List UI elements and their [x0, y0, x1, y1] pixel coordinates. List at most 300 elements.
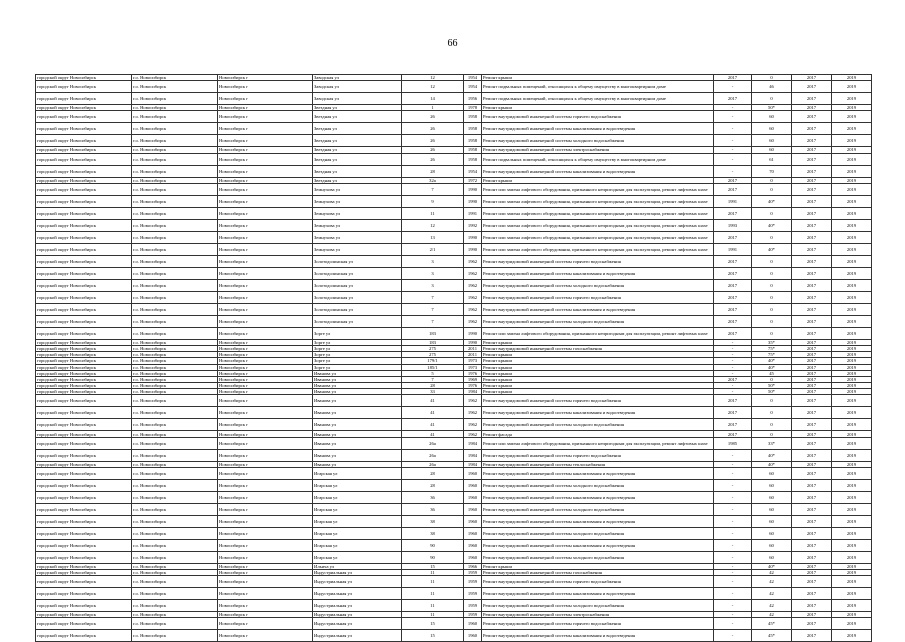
- street-cell: Зорге ул: [313, 339, 402, 345]
- plan-start-cell: 2017: [792, 279, 832, 291]
- last-repair-year-cell: -: [714, 479, 752, 491]
- municipality-cell: городской округ Новосибирск: [36, 111, 132, 123]
- district-cell: г.о. Новосибирск: [132, 105, 218, 111]
- work-type-cell: Ремонт внутридомовой инженерной системы холодного водоснабжения: [482, 527, 714, 539]
- street-cell: Заводская ул: [313, 75, 402, 81]
- district-cell: г.о. Новосибирск: [132, 389, 218, 395]
- plan-start-cell: 2017: [792, 630, 832, 642]
- wear-percent-cell: 60: [752, 515, 792, 527]
- district-cell: г.о. Новосибирск: [132, 147, 218, 153]
- house-number-cell: 9: [402, 195, 464, 207]
- last-repair-year-cell: 1991: [714, 195, 752, 207]
- work-type-cell: Ремонт внутридомовой инженерной системы канализования и водоотведения: [482, 515, 714, 527]
- municipality-cell: городской округ Новосибирск: [36, 147, 132, 153]
- plan-end-cell: 2019: [832, 75, 872, 81]
- city-cell: Новосибирск г: [218, 255, 313, 267]
- house-number-cell: 12: [402, 219, 464, 231]
- street-cell: Индустриальная ул: [313, 618, 402, 630]
- city-cell: Новосибирск г: [218, 600, 313, 612]
- wear-percent-cell: 40*: [752, 195, 792, 207]
- municipality-cell: городской округ Новосибирск: [36, 515, 132, 527]
- last-repair-year-cell: -: [714, 563, 752, 569]
- plan-start-cell: 2017: [792, 339, 832, 345]
- wear-percent-cell: 42: [752, 588, 792, 600]
- last-repair-year-cell: 2017: [714, 231, 752, 243]
- street-cell: Игарская ул: [313, 467, 402, 479]
- street-cell: Земнухова ул: [313, 231, 402, 243]
- table-row: [36, 267, 872, 279]
- last-repair-year-cell: -: [714, 123, 752, 135]
- house-number-cell: 90: [402, 551, 464, 563]
- house-number-cell: 26: [402, 147, 464, 153]
- municipality-cell: городской округ Новосибирск: [36, 503, 132, 515]
- table-row: [36, 81, 872, 93]
- city-cell: Новосибирск г: [218, 389, 313, 395]
- table-row: [36, 123, 872, 135]
- street-cell: Земнухова ул: [313, 183, 402, 195]
- district-cell: г.о. Новосибирск: [132, 588, 218, 600]
- house-number-cell: 26: [402, 153, 464, 165]
- wear-percent-cell: 0: [752, 303, 792, 315]
- year-built-cell: 1958: [464, 111, 482, 123]
- plan-end-cell: 2019: [832, 345, 872, 351]
- district-cell: г.о. Новосибирск: [132, 93, 218, 105]
- district-cell: г.о. Новосибирск: [132, 339, 218, 345]
- street-cell: Звездная ул: [313, 153, 402, 165]
- wear-percent-cell: 0: [752, 407, 792, 419]
- plan-start-cell: 2017: [792, 479, 832, 491]
- year-built-cell: 1962: [464, 407, 482, 419]
- municipality-cell: городской округ Новосибирск: [36, 527, 132, 539]
- wear-percent-cell: 60: [752, 111, 792, 123]
- plan-end-cell: 2019: [832, 612, 872, 618]
- table-row: [36, 618, 872, 630]
- last-repair-year-cell: 2017: [714, 183, 752, 195]
- last-repair-year-cell: -: [714, 539, 752, 551]
- plan-start-cell: 2017: [792, 135, 832, 147]
- street-cell: Зорге ул: [313, 352, 402, 358]
- year-built-cell: 1959: [464, 570, 482, 576]
- street-cell: Звездная ул: [313, 111, 402, 123]
- work-type-cell: Ремонт внутридомовой инженерной системы канализования и водоотведения: [482, 303, 714, 315]
- table-row: [36, 588, 872, 600]
- table-row: [36, 503, 872, 515]
- city-cell: Новосибирск г: [218, 437, 313, 449]
- plan-start-cell: 2017: [792, 352, 832, 358]
- house-number-cell: 36: [402, 503, 464, 515]
- year-built-cell: 1962: [464, 279, 482, 291]
- work-type-cell: Ремонт подвальных помещений, относящихся к общему имуществу в многоквартирном доме: [482, 93, 714, 105]
- plan-start-cell: 2017: [792, 111, 832, 123]
- district-cell: г.о. Новосибирск: [132, 570, 218, 576]
- wear-percent-cell: 60: [752, 135, 792, 147]
- city-cell: Новосибирск г: [218, 539, 313, 551]
- last-repair-year-cell: -: [714, 503, 752, 515]
- last-repair-year-cell: 2017: [714, 177, 752, 183]
- wear-percent-cell: 0: [752, 327, 792, 339]
- plan-end-cell: 2019: [832, 207, 872, 219]
- year-built-cell: 1962: [464, 315, 482, 327]
- street-cell: Индустриальная ул: [313, 630, 402, 642]
- plan-start-cell: 2017: [792, 551, 832, 563]
- wear-percent-cell: 75*: [752, 345, 792, 351]
- street-cell: Игарская ул: [313, 479, 402, 491]
- work-type-cell: Ремонт внутридомовой инженерной системы горячего водоснабжения: [482, 291, 714, 303]
- last-repair-year-cell: -: [714, 576, 752, 588]
- house-number-cell: 12: [402, 75, 464, 81]
- work-type-cell: Ремонт крыши: [482, 177, 714, 183]
- city-cell: Новосибирск г: [218, 570, 313, 576]
- last-repair-year-cell: -: [714, 600, 752, 612]
- wear-percent-cell: 75*: [752, 352, 792, 358]
- district-cell: г.о. Новосибирск: [132, 600, 218, 612]
- table-row: [36, 576, 872, 588]
- plan-start-cell: 2017: [792, 147, 832, 153]
- district-cell: г.о. Новосибирск: [132, 503, 218, 515]
- house-number-cell: 3: [402, 267, 464, 279]
- district-cell: г.о. Новосибирск: [132, 618, 218, 630]
- plan-end-cell: 2019: [832, 183, 872, 195]
- district-cell: г.о. Новосибирск: [132, 243, 218, 255]
- plan-start-cell: 2017: [792, 345, 832, 351]
- table-row: [36, 207, 872, 219]
- municipality-cell: городской округ Новосибирск: [36, 123, 132, 135]
- table-row: [36, 279, 872, 291]
- house-number-cell: 38: [402, 515, 464, 527]
- house-number-cell: 36: [402, 491, 464, 503]
- plan-end-cell: 2019: [832, 327, 872, 339]
- last-repair-year-cell: -: [714, 491, 752, 503]
- street-cell: Индустриальная ул: [313, 570, 402, 576]
- house-number-cell: 28: [402, 479, 464, 491]
- city-cell: Новосибирск г: [218, 135, 313, 147]
- street-cell: Заводская ул: [313, 93, 402, 105]
- municipality-cell: городской округ Новосибирск: [36, 177, 132, 183]
- work-type-cell: Ремонт внутридомовой инженерной системы газоснабжения: [482, 570, 714, 576]
- wear-percent-cell: 40*: [752, 563, 792, 569]
- year-built-cell: 1978: [464, 105, 482, 111]
- house-number-cell: 7: [402, 376, 464, 382]
- district-cell: г.о. Новосибирск: [132, 383, 218, 389]
- last-repair-year-cell: -: [714, 527, 752, 539]
- plan-end-cell: 2019: [832, 419, 872, 431]
- work-type-cell: Ремонт внутридомовой инженерной системы горячего водоснабжения: [482, 449, 714, 461]
- district-cell: г.о. Новосибирск: [132, 255, 218, 267]
- plan-start-cell: 2017: [792, 407, 832, 419]
- wear-percent-cell: 40*: [752, 461, 792, 467]
- district-cell: г.о. Новосибирск: [132, 419, 218, 431]
- street-cell: Золотодолинская ул: [313, 267, 402, 279]
- street-cell: Игарская ул: [313, 539, 402, 551]
- plan-end-cell: 2019: [832, 177, 872, 183]
- street-cell: Иванова ул: [313, 431, 402, 437]
- house-number-cell: 26а: [402, 437, 464, 449]
- year-built-cell: 1984: [464, 389, 482, 395]
- plan-start-cell: 2017: [792, 527, 832, 539]
- house-number-cell: 7: [402, 291, 464, 303]
- work-type-cell: Ремонт внутридомовой инженерной системы горячего водоснабжения: [482, 618, 714, 630]
- municipality-cell: городской округ Новосибирск: [36, 479, 132, 491]
- district-cell: г.о. Новосибирск: [132, 165, 218, 177]
- street-cell: Золотодолинская ул: [313, 315, 402, 327]
- municipality-cell: городской округ Новосибирск: [36, 279, 132, 291]
- work-type-cell: Ремонт крыши: [482, 364, 714, 370]
- year-built-cell: 1973: [464, 358, 482, 364]
- wear-percent-cell: 40*: [752, 358, 792, 364]
- last-repair-year-cell: 2017: [714, 315, 752, 327]
- work-type-cell: Ремонт внутридомовой инженерной системы газоснабжения: [482, 345, 714, 351]
- plan-start-cell: 2017: [792, 75, 832, 81]
- plan-start-cell: 2017: [792, 389, 832, 395]
- house-number-cell: 7: [402, 315, 464, 327]
- municipality-cell: городской округ Новосибирск: [36, 345, 132, 351]
- house-number-cell: 3: [402, 255, 464, 267]
- last-repair-year-cell: -: [714, 352, 752, 358]
- city-cell: Новосибирск г: [218, 407, 313, 419]
- city-cell: Новосибирск г: [218, 352, 313, 358]
- municipality-cell: городской округ Новосибирск: [36, 93, 132, 105]
- work-type-cell: Ремонт крыши: [482, 383, 714, 389]
- district-cell: г.о. Новосибирск: [132, 358, 218, 364]
- street-cell: Земнухова ул: [313, 243, 402, 255]
- city-cell: Новосибирск г: [218, 327, 313, 339]
- year-built-cell: 1958: [464, 135, 482, 147]
- plan-end-cell: 2019: [832, 618, 872, 630]
- city-cell: Новосибирск г: [218, 93, 313, 105]
- year-built-cell: 1962: [464, 419, 482, 431]
- table-row: [36, 135, 872, 147]
- plan-start-cell: 2017: [792, 358, 832, 364]
- street-cell: Звездная ул: [313, 165, 402, 177]
- district-cell: г.о. Новосибирск: [132, 279, 218, 291]
- wear-percent-cell: 60: [752, 479, 792, 491]
- municipality-cell: городской округ Новосибирск: [36, 327, 132, 339]
- last-repair-year-cell: 2017: [714, 267, 752, 279]
- wear-percent-cell: 0: [752, 255, 792, 267]
- house-number-cell: 41: [402, 395, 464, 407]
- wear-percent-cell: 0: [752, 207, 792, 219]
- street-cell: Звездная ул: [313, 135, 402, 147]
- wear-percent-cell: 0: [752, 177, 792, 183]
- last-repair-year-cell: 1985: [714, 437, 752, 449]
- plan-end-cell: 2019: [832, 81, 872, 93]
- municipality-cell: городской округ Новосибирск: [36, 370, 132, 376]
- district-cell: г.о. Новосибирск: [132, 219, 218, 231]
- city-cell: Новосибирск г: [218, 231, 313, 243]
- year-built-cell: 1960: [464, 527, 482, 539]
- district-cell: г.о. Новосибирск: [132, 461, 218, 467]
- plan-end-cell: 2019: [832, 515, 872, 527]
- plan-end-cell: 2019: [832, 147, 872, 153]
- plan-end-cell: 2019: [832, 437, 872, 449]
- year-built-cell: 1976: [464, 383, 482, 389]
- year-built-cell: 1954: [464, 81, 482, 93]
- city-cell: Новосибирск г: [218, 588, 313, 600]
- municipality-cell: городской округ Новосибирск: [36, 449, 132, 461]
- plan-end-cell: 2019: [832, 491, 872, 503]
- municipality-cell: городской округ Новосибирск: [36, 491, 132, 503]
- house-number-cell: 12: [402, 81, 464, 93]
- year-built-cell: 1954: [464, 165, 482, 177]
- work-type-cell: Ремонт крыши: [482, 105, 714, 111]
- year-built-cell: 1990: [464, 339, 482, 345]
- house-number-cell: 28: [402, 467, 464, 479]
- street-cell: Индустриальная ул: [313, 612, 402, 618]
- year-built-cell: 2011: [464, 352, 482, 358]
- city-cell: Новосибирск г: [218, 243, 313, 255]
- wear-percent-cell: 0: [752, 431, 792, 437]
- year-built-cell: 1984: [464, 449, 482, 461]
- table-row: [36, 111, 872, 123]
- district-cell: г.о. Новосибирск: [132, 303, 218, 315]
- district-cell: г.о. Новосибирск: [132, 177, 218, 183]
- last-repair-year-cell: -: [714, 461, 752, 467]
- year-built-cell: 1990: [464, 231, 482, 243]
- street-cell: Иванова ул: [313, 389, 402, 395]
- street-cell: Звездная ул: [313, 147, 402, 153]
- city-cell: Новосибирск г: [218, 431, 313, 437]
- work-type-cell: Ремонт крыши: [482, 563, 714, 569]
- municipality-cell: городской округ Новосибирск: [36, 75, 132, 81]
- table-row: [36, 491, 872, 503]
- district-cell: г.о. Новосибирск: [132, 437, 218, 449]
- plan-end-cell: 2019: [832, 358, 872, 364]
- street-cell: Индустриальная ул: [313, 576, 402, 588]
- last-repair-year-cell: 2017: [714, 431, 752, 437]
- wear-percent-cell: 60: [752, 527, 792, 539]
- street-cell: Игарская ул: [313, 515, 402, 527]
- plan-end-cell: 2019: [832, 431, 872, 437]
- district-cell: г.о. Новосибирск: [132, 75, 218, 81]
- house-number-cell: 15: [402, 618, 464, 630]
- city-cell: Новосибирск г: [218, 461, 313, 467]
- year-built-cell: 1960: [464, 618, 482, 630]
- last-repair-year-cell: -: [714, 570, 752, 576]
- wear-percent-cell: 45*: [752, 618, 792, 630]
- municipality-cell: городской округ Новосибирск: [36, 219, 132, 231]
- wear-percent-cell: 45*: [752, 630, 792, 642]
- year-built-cell: 1962: [464, 431, 482, 437]
- plan-end-cell: 2019: [832, 315, 872, 327]
- wear-percent-cell: 33*: [752, 437, 792, 449]
- work-type-cell: Ремонт или замена лифтового оборудования, признанного непригодным для эксплуатации, ремонт лифтовых шахт: [482, 195, 714, 207]
- municipality-cell: городской округ Новосибирск: [36, 243, 132, 255]
- plan-end-cell: 2019: [832, 291, 872, 303]
- municipality-cell: городской округ Новосибирск: [36, 630, 132, 642]
- plan-start-cell: 2017: [792, 105, 832, 111]
- district-cell: г.о. Новосибирск: [132, 539, 218, 551]
- district-cell: г.о. Новосибирск: [132, 376, 218, 382]
- work-type-cell: Ремонт внутридомовой инженерной системы канализования и водоотведения: [482, 630, 714, 642]
- house-number-cell: 11: [402, 570, 464, 576]
- house-number-cell: 41: [402, 407, 464, 419]
- plan-start-cell: 2017: [792, 618, 832, 630]
- last-repair-year-cell: 2017: [714, 303, 752, 315]
- plan-end-cell: 2019: [832, 231, 872, 243]
- plan-start-cell: 2017: [792, 539, 832, 551]
- last-repair-year-cell: 1991: [714, 243, 752, 255]
- plan-end-cell: 2019: [832, 352, 872, 358]
- district-cell: г.о. Новосибирск: [132, 515, 218, 527]
- work-type-cell: Ремонт внутридомовой инженерной системы теплоснабжения: [482, 461, 714, 467]
- plan-end-cell: 2019: [832, 105, 872, 111]
- wear-percent-cell: 61: [752, 153, 792, 165]
- year-built-cell: 1973: [464, 364, 482, 370]
- work-type-cell: Ремонт внутридомовой инженерной системы горячего водоснабжения: [482, 576, 714, 588]
- table-row: [36, 479, 872, 491]
- work-type-cell: Ремонт или замена лифтового оборудования, признанного непригодным для эксплуатации, ремонт лифтовых шахт: [482, 243, 714, 255]
- plan-end-cell: 2019: [832, 93, 872, 105]
- municipality-cell: городской округ Новосибирск: [36, 195, 132, 207]
- city-cell: Новосибирск г: [218, 515, 313, 527]
- municipality-cell: городской округ Новосибирск: [36, 135, 132, 147]
- wear-percent-cell: 40*: [752, 449, 792, 461]
- district-cell: г.о. Новосибирск: [132, 123, 218, 135]
- plan-end-cell: 2019: [832, 467, 872, 479]
- year-built-cell: 1962: [464, 255, 482, 267]
- year-built-cell: 1962: [464, 303, 482, 315]
- year-built-cell: 1976: [464, 370, 482, 376]
- table-row: [36, 395, 872, 407]
- house-number-cell: 275: [402, 345, 464, 351]
- plan-start-cell: 2017: [792, 419, 832, 431]
- house-number-cell: 11: [402, 600, 464, 612]
- house-number-cell: 183: [402, 339, 464, 345]
- last-repair-year-cell: -: [714, 389, 752, 395]
- wear-percent-cell: 0: [752, 75, 792, 81]
- last-repair-year-cell: 1993: [714, 219, 752, 231]
- street-cell: Иванова ул: [313, 395, 402, 407]
- municipality-cell: городской округ Новосибирск: [36, 267, 132, 279]
- work-type-cell: Ремонт крыши: [482, 339, 714, 345]
- district-cell: г.о. Новосибирск: [132, 527, 218, 539]
- district-cell: г.о. Новосибирск: [132, 576, 218, 588]
- district-cell: г.о. Новосибирск: [132, 551, 218, 563]
- city-cell: Новосибирск г: [218, 370, 313, 376]
- plan-start-cell: 2017: [792, 267, 832, 279]
- street-cell: Земнухова ул: [313, 219, 402, 231]
- house-number-cell: 13: [402, 231, 464, 243]
- city-cell: Новосибирск г: [218, 75, 313, 81]
- wear-percent-cell: 60: [752, 503, 792, 515]
- work-type-cell: Ремонт внутридомовой инженерной системы холодного водоснабжения: [482, 600, 714, 612]
- wear-percent-cell: 42: [752, 612, 792, 618]
- plan-end-cell: 2019: [832, 395, 872, 407]
- last-repair-year-cell: -: [714, 364, 752, 370]
- street-cell: Иванова ул: [313, 376, 402, 382]
- work-type-cell: Ремонт внутридомовой инженерной системы канализования и водоотведения: [482, 467, 714, 479]
- year-built-cell: 1962: [464, 267, 482, 279]
- last-repair-year-cell: -: [714, 612, 752, 618]
- year-built-cell: 1959: [464, 612, 482, 618]
- work-type-cell: Ремонт внутридомовой инженерной системы горячего водоснабжения: [482, 111, 714, 123]
- city-cell: Новосибирск г: [218, 123, 313, 135]
- municipality-cell: городской округ Новосибирск: [36, 431, 132, 437]
- plan-start-cell: 2017: [792, 207, 832, 219]
- wear-percent-cell: 60: [752, 467, 792, 479]
- plan-end-cell: 2019: [832, 339, 872, 345]
- work-type-cell: Ремонт фасада: [482, 431, 714, 437]
- district-cell: г.о. Новосибирск: [132, 267, 218, 279]
- page-number: 66: [447, 38, 458, 49]
- house-number-cell: 15: [402, 630, 464, 642]
- district-cell: г.о. Новосибирск: [132, 153, 218, 165]
- last-repair-year-cell: -: [714, 81, 752, 93]
- year-built-cell: 1990: [464, 183, 482, 195]
- wear-percent-cell: 35*: [752, 339, 792, 345]
- table-row: [36, 183, 872, 195]
- street-cell: Иванова ул: [313, 383, 402, 389]
